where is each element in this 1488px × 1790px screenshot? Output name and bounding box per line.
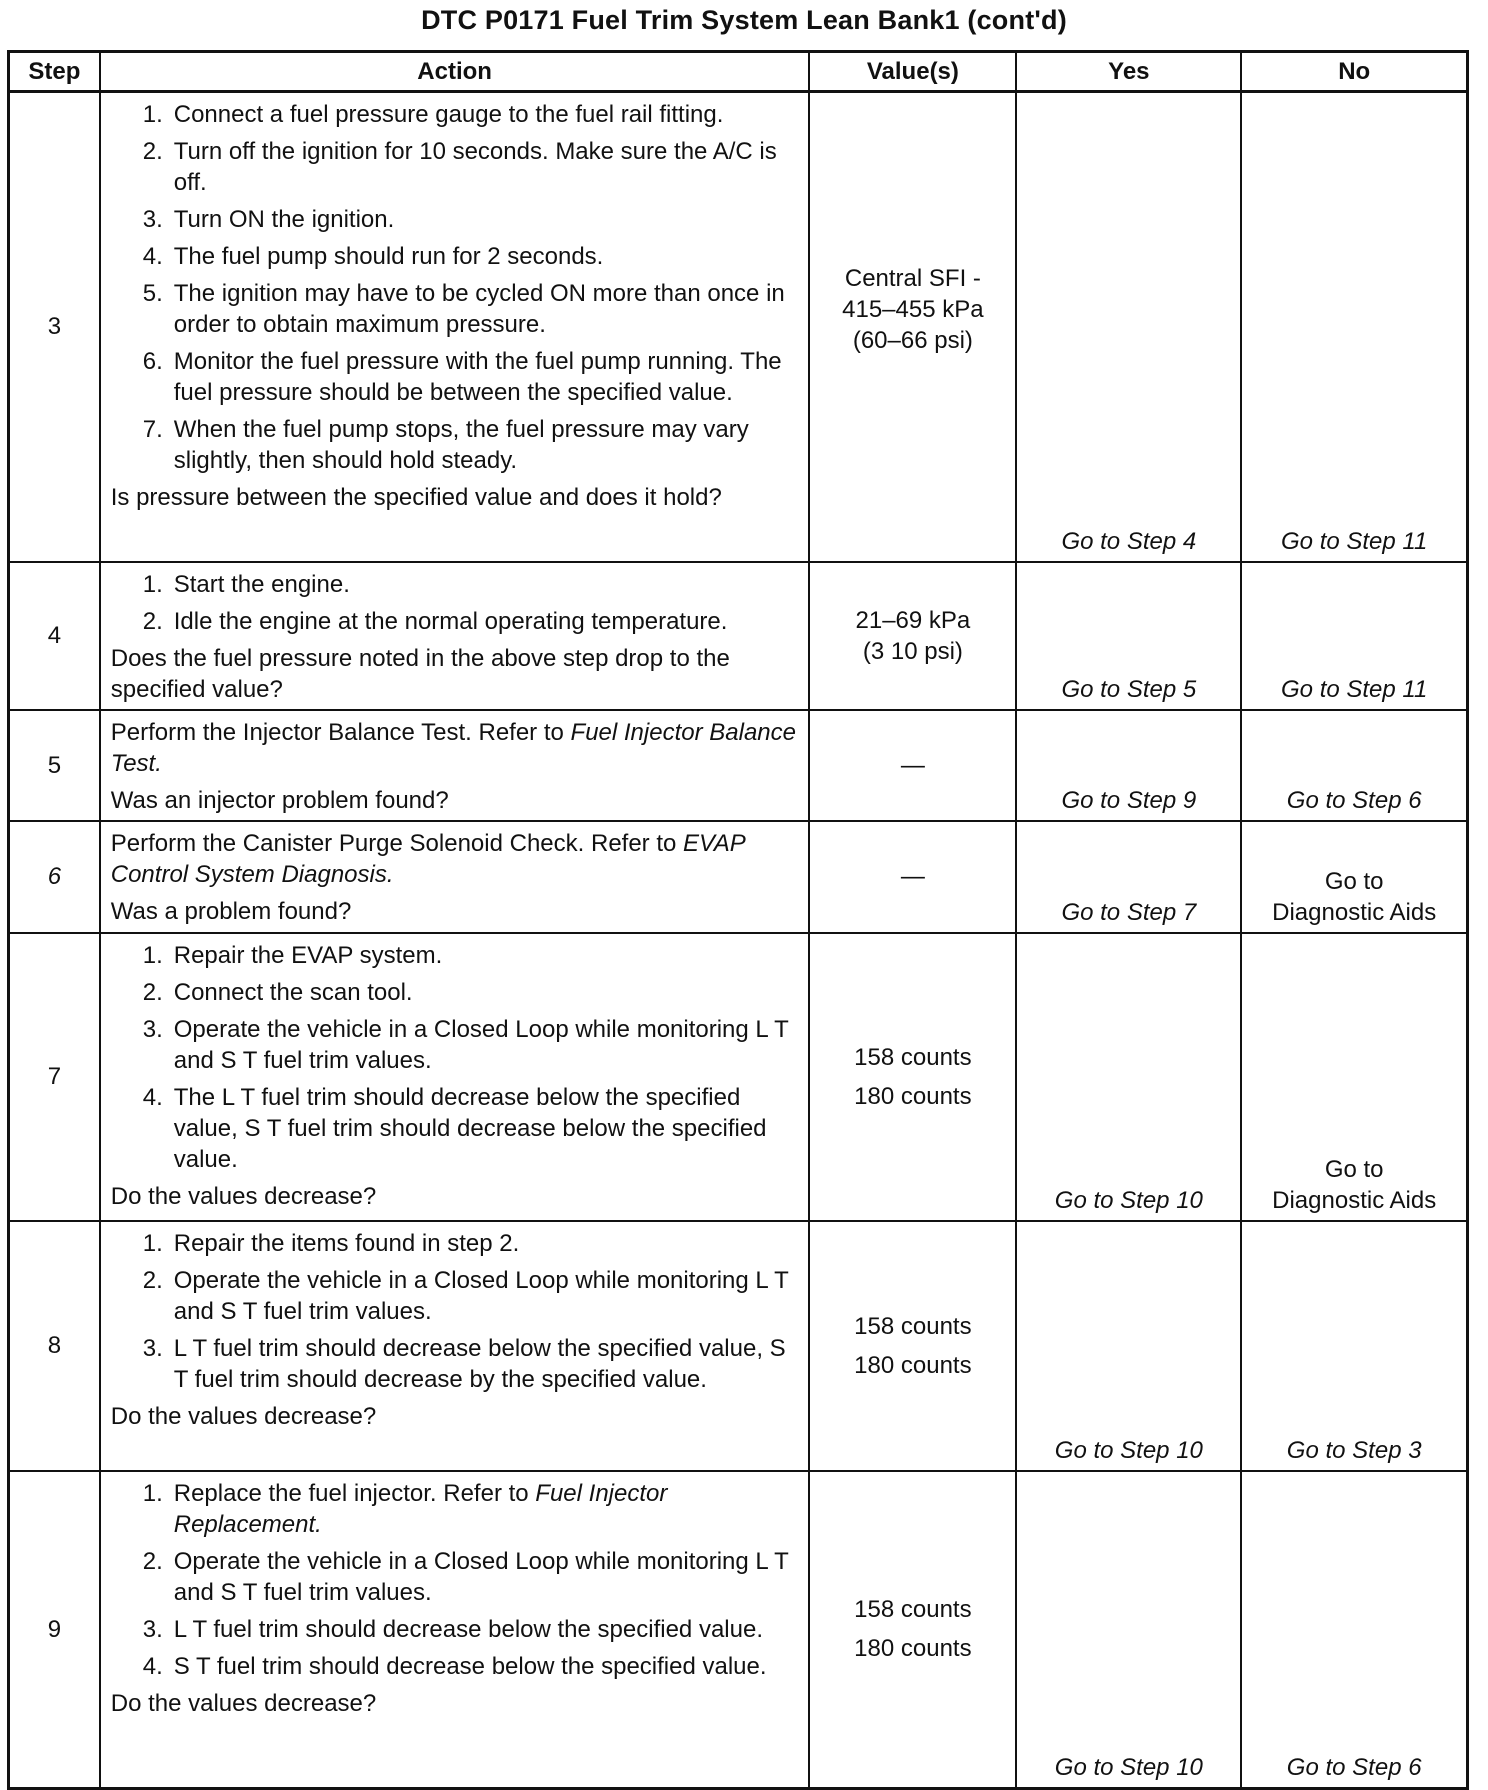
step-number: 7 xyxy=(9,933,100,1221)
value-cell xyxy=(809,1471,1016,1789)
step-question: Do the values decrease? xyxy=(110,1689,377,1717)
action-paragraph: Perform the Injector Balance Test. Refer to Fuel Injector Balance Test. xyxy=(110,718,796,777)
reference-link: EVAP Control System Diagnosis. xyxy=(110,829,745,888)
value-cell xyxy=(809,1221,1016,1471)
list-item: 4. S T fuel trim should decrease below the specified value. xyxy=(142,1652,767,1680)
column-header-values: Value(s) xyxy=(809,52,1016,92)
yes-result: Go to Step 7 xyxy=(1016,821,1241,933)
table-row xyxy=(9,710,1468,821)
value-cell xyxy=(809,92,1016,562)
value-text: 180 counts xyxy=(854,1082,972,1110)
step-number: 8 xyxy=(9,1221,100,1471)
list-item: 5. The ignition may have to be cycled ON more than once in order to obtain maximum pressure. xyxy=(142,280,785,338)
yes-result: Go to Step 10 xyxy=(1016,1221,1241,1471)
action-cell xyxy=(100,1221,810,1471)
list-item: 1. Replace the fuel injector. Refer to Fuel Injector Replacement. xyxy=(142,1479,668,1538)
value-cell xyxy=(809,933,1016,1221)
reference-link: Fuel Injector Replacement. xyxy=(173,1479,668,1538)
list-item: 2. Operate the vehicle in a Closed Loop while monitoring L T and S T fuel trim values. xyxy=(142,1547,789,1606)
value-text: 180 counts xyxy=(854,1351,972,1379)
diagnostic-table xyxy=(7,50,1469,1790)
list-item: 1. Start the engine. xyxy=(142,570,350,598)
value-cell: — xyxy=(809,821,1016,933)
action-steps xyxy=(111,940,803,1175)
step-number: 4 xyxy=(9,562,100,710)
list-item: 7. When the fuel pump stops, the fuel pressure may vary slightly, then should hold steady. xyxy=(142,416,749,474)
value-text: 158 counts xyxy=(854,1043,972,1071)
yes-result: Go to Step 9 xyxy=(1016,710,1241,821)
list-item: 3. Turn ON the ignition. xyxy=(142,206,395,233)
step-number: 5 xyxy=(9,710,100,821)
action-steps xyxy=(111,569,803,637)
yes-result: Go to Step 10 xyxy=(1016,933,1241,1221)
value-text: 158 counts xyxy=(854,1312,972,1340)
list-item: 4. The fuel pump should run for 2 seconds. xyxy=(142,243,604,270)
no-result: Go to Step 11 xyxy=(1241,562,1467,710)
reference-link: Fuel Injector Balance Test. xyxy=(110,718,796,777)
value-text: (3 10 psi) xyxy=(862,637,963,665)
list-item: 4. The L T fuel trim should decrease below the specified value, S T fuel trim should decrease below the specified value. xyxy=(142,1083,767,1173)
action-steps xyxy=(111,1478,803,1682)
no-result: Go to Step 3 xyxy=(1241,1221,1467,1471)
step-question: Do the values decrease? xyxy=(110,1402,377,1430)
step-question: Is pressure between the specified value and does it hold? xyxy=(110,484,722,511)
no-result: Go to Step 11 xyxy=(1241,92,1467,562)
column-header-step: Step xyxy=(9,52,100,92)
page-title: DTC P0171 Fuel Trim System Lean Bank1 (cont'd) xyxy=(421,5,1067,35)
list-item: 1. Repair the EVAP system. xyxy=(142,941,443,969)
no-result: Go to Step 6 xyxy=(1241,1471,1467,1789)
value-text: 180 counts xyxy=(854,1635,972,1663)
step-question: Was a problem found? xyxy=(110,897,352,925)
step-question: Do the values decrease? xyxy=(110,1182,377,1210)
yes-result: Go to Step 10 xyxy=(1016,1471,1241,1789)
action-cell xyxy=(100,562,810,710)
list-item: 2. Turn off the ignition for 10 seconds. Make sure the A/C is off. xyxy=(142,138,777,196)
step-question: Was an injector problem found? xyxy=(110,786,449,814)
value-text: 21–69 kPa xyxy=(855,606,971,634)
step-question: Does the fuel pressure noted in the above step drop to the specified value? xyxy=(110,644,730,703)
no-result: Go to Diagnostic Aids xyxy=(1241,933,1467,1221)
action-cell xyxy=(100,92,810,562)
step-number: 9 xyxy=(9,1471,100,1789)
action-cell xyxy=(100,710,810,821)
table-row xyxy=(9,562,1468,710)
list-item: 6. Monitor the fuel pressure with the fuel pump running. The fuel pressure should be between the specified value. xyxy=(142,348,782,406)
table-row xyxy=(9,1221,1468,1471)
value-cell xyxy=(809,562,1016,710)
value-text: (60–66 psi) xyxy=(852,327,973,354)
list-item: 2. Connect the scan tool. xyxy=(142,978,413,1006)
table-row xyxy=(9,933,1468,1221)
list-item: 2. Idle the engine at the normal operating temperature. xyxy=(142,607,728,635)
action-steps xyxy=(111,1228,803,1395)
action-steps xyxy=(111,99,803,476)
table-row xyxy=(9,1471,1468,1789)
column-header-yes: Yes xyxy=(1016,52,1241,92)
step-number: 6 xyxy=(9,821,100,933)
table-row xyxy=(9,821,1468,933)
column-header-action: Action xyxy=(100,52,810,92)
no-result: Go to Diagnostic Aids xyxy=(1241,821,1467,933)
yes-result: Go to Step 4 xyxy=(1016,92,1241,562)
list-item: 2. Operate the vehicle in a Closed Loop while monitoring L T and S T fuel trim values. xyxy=(142,1266,789,1325)
action-cell xyxy=(100,933,810,1221)
value-text: Central SFI - xyxy=(844,265,981,292)
value-text: 415–455 kPa xyxy=(842,296,984,323)
list-item: 3. L T fuel trim should decrease below the specified value. xyxy=(142,1615,763,1643)
list-item: 3. L T fuel trim should decrease below the specified value, S T fuel trim should decrease by the specified value. xyxy=(142,1334,786,1393)
action-cell xyxy=(100,1471,810,1789)
action-paragraph: Perform the Canister Purge Solenoid Check. Refer to EVAP Control System Diagnosis. xyxy=(110,829,745,888)
table-row xyxy=(9,92,1468,562)
action-cell xyxy=(100,821,810,933)
list-item: 1. Repair the items found in step 2. xyxy=(142,1229,520,1257)
no-result: Go to Step 6 xyxy=(1241,710,1467,821)
value-cell: — xyxy=(809,710,1016,821)
list-item: 3. Operate the vehicle in a Closed Loop while monitoring L T and S T fuel trim values. xyxy=(142,1015,789,1074)
column-header-no: No xyxy=(1241,52,1467,92)
table-header-row xyxy=(9,52,1468,92)
yes-result: Go to Step 5 xyxy=(1016,562,1241,710)
list-item: 1. Connect a fuel pressure gauge to the fuel rail fitting. xyxy=(142,101,724,128)
value-text: 158 counts xyxy=(854,1596,972,1624)
step-number: 3 xyxy=(9,92,100,562)
